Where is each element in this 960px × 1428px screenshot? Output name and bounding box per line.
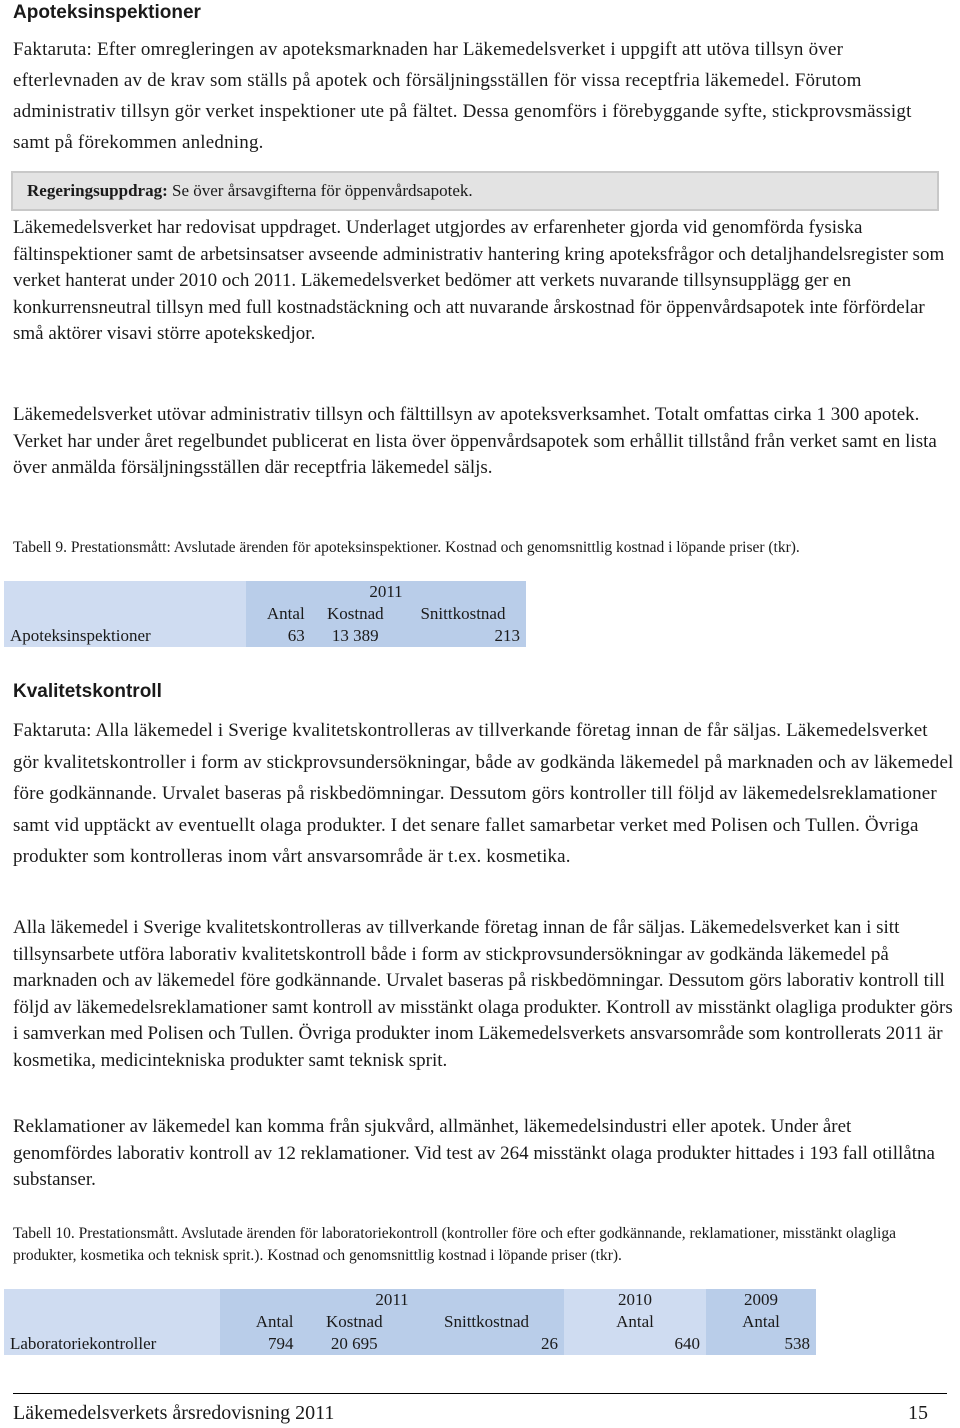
table10-col-snittkostnad: Snittkostnad	[409, 1311, 564, 1333]
table-row	[4, 1289, 816, 1311]
table10-caption: Tabell 10. Prestationsmått. Avslutade ärenden för laboratoriekontroll (kontroller före och efter godkännande, reklamationer, misstänkt olagliga produkter, kosmetika och teknisk sprit.). Kostnad och genomsnittlig kostnad i löpande priser (tkr).	[13, 1225, 896, 1264]
regeringsuppdrag-label: Regeringsuppdrag:	[27, 181, 168, 200]
table9-row-label: Apoteksinspektioner	[4, 625, 246, 647]
table9-kostnad: 13 389	[311, 625, 400, 647]
table10-year-2010: 2010	[564, 1289, 706, 1311]
table-row	[4, 1333, 816, 1355]
table10	[4, 1289, 816, 1355]
table9-year: 2011	[246, 581, 526, 603]
table10-col-antal: Antal	[220, 1311, 299, 1333]
section-heading-apoteksinspektioner: Apoteksinspektioner	[13, 2, 201, 23]
table9-caption: Tabell 9. Prestationsmått: Avslutade ärenden för apoteksinspektioner. Kostnad och genomsnittlig kostnad i löpande priser (tkr).	[13, 539, 800, 556]
paragraph-reklamationer: Reklamationer av läkemedel kan komma från sjukvård, allmänhet, läkemedelsindustri eller apotek. Under året genomfördes laborativ kontroll av 12 reklamationer. Vid test av 264 misstänkt olaga produkter hittades i 193 fall otillåtna substanser.	[13, 1116, 935, 1190]
table9-col-kostnad: Kostnad	[311, 603, 400, 625]
table10-col-antal-2010: Antal	[564, 1311, 706, 1333]
table-row	[4, 1311, 816, 1333]
table9-snittkostnad: 213	[400, 625, 526, 647]
faktaruta-kvalitet: Faktaruta: Alla läkemedel i Sverige kvalitetskontrolleras av tillverkande företag innan de får säljas. Läkemedelsverket gör kvalitetskontroller i form av stickprovsundersökningar, både av godkända läkemedel på marknaden och av läkemedel före godkännande. Urvalet baseras på riskbedömningar. Dessutom görs kontroller till följd av läkemedelsreklamationer samt vid upptäckt av eventuellt olaga produkter. I det senare fallet samarbetar verket med Polisen och Tullen. Övriga produkter som kontrolleras inom vårt ansvarsområde är t.ex. kosmetika.	[13, 720, 954, 867]
table10-year-2011: 2011	[220, 1289, 564, 1311]
regeringsuppdrag-text: Se över årsavgifterna för öppenvårdsapotek.	[167, 181, 473, 200]
table-row	[4, 625, 526, 647]
table10-antal-2009: 538	[706, 1333, 816, 1355]
table10-antal-2010: 640	[564, 1333, 706, 1355]
table10-row-label: Laboratoriekontroller	[4, 1333, 220, 1355]
regeringsuppdrag-box	[11, 171, 939, 211]
table10-col-antal-2009: Antal	[706, 1311, 816, 1333]
table-row	[4, 581, 526, 603]
table10-antal: 794	[220, 1333, 299, 1355]
page-number: 15	[908, 1402, 928, 1424]
faktaruta-apotek: Faktaruta: Efter omregleringen av apoteksmarknaden har Läkemedelsverket i uppgift att utöva tillsyn över efterlevnaden av de krav som ställs på apotek och försäljningsställen för vissa receptfria läkemedel. Förutom administrativ tillsyn gör verket inspektioner ute på fältet. Dessa genomförs i förebyggande syfte, stickprovsmässigt samt på förekommen anledning.	[13, 39, 912, 153]
table10-year-2009: 2009	[706, 1289, 816, 1311]
table9	[4, 581, 526, 647]
table10-col-kostnad: Kostnad	[299, 1311, 409, 1333]
paragraph-uppdrag: Läkemedelsverket har redovisat uppdraget. Underlaget utgjordes av erfarenheter gjorda vid genomförda fysiska fältinspektioner samt de arbetsinsatser avseende administrativ hantering kring apoteksfrågor och detaljhandelsregister som verket hanterat under 2010 och 2011. Läkemedelsverket bedömer att verkets nuvarande tillsynsupplägg ger en konkurrensneutral tillsyn med full kostnadstäckning och att nuvarande årskostnad för öppenvårdsapotek inte förfördelar små aktörer visavi större apotekskedjor.	[13, 217, 945, 344]
table10-snittkostnad: 26	[409, 1333, 564, 1355]
footer-rule	[13, 1393, 947, 1394]
table10-kostnad: 20 695	[299, 1333, 409, 1355]
section-heading-kvalitetskontroll: Kvalitetskontroll	[13, 681, 162, 702]
table9-col-snittkostnad: Snittkostnad	[400, 603, 526, 625]
footer-title: Läkemedelsverkets årsredovisning 2011	[13, 1402, 335, 1424]
table9-antal: 63	[246, 625, 311, 647]
table-row	[4, 603, 526, 625]
paragraph-tillsyn: Läkemedelsverket utövar administrativ tillsyn och fälttillsyn av apoteksverksamhet. Totalt omfattas cirka 1 300 apotek. Verket har under året regelbundet publicerat en lista över öppenvårdsapotek som erhållit tillstånd från verket samt en lista över anmälda försäljningsställen där receptfria läkemedel säljs.	[13, 404, 937, 478]
paragraph-kvalitetskontroll: Alla läkemedel i Sverige kvalitetskontrolleras av tillverkande företag innan de får säljas. Läkemedelsverket kan i sitt tillsynsarbete utföra laborativ kvalitetskontroll både i form av stickprovsundersökningar av godkända läkemedel på marknaden och av läkemedel före godkännande. Urvalet baseras på riskbedömningar. Dessutom görs laborativ kontroll till följd av läkemedelsreklamationer samt kontroll av misstänkt olaga produkter. Kontroll av misstänkt olagliga produkter görs i samverkan med Polisen och Tullen. Övriga produkter inom Läkemedelsverkets ansvarsområde som kontrollerats 2011 är kosmetika, medicintekniska produkter samt teknisk sprit.	[13, 917, 953, 1071]
table9-col-antal: Antal	[246, 603, 311, 625]
